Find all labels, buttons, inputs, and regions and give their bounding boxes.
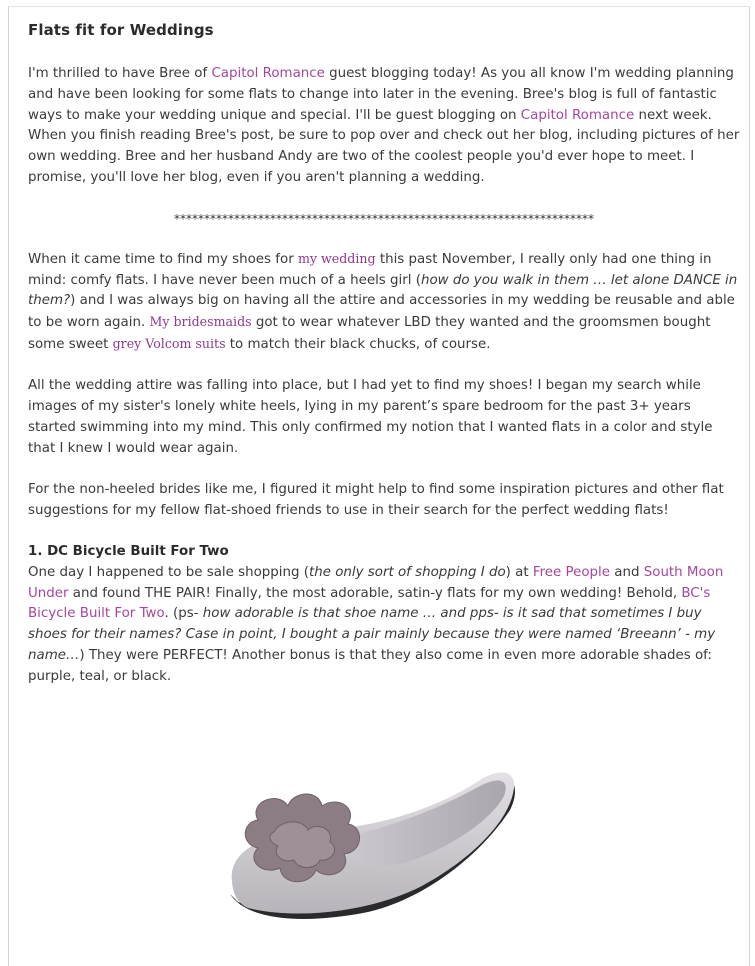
sec1-text-1: One day I happened to be sale shopping (: [28, 564, 309, 580]
free-people-link[interactable]: Free People: [532, 564, 611, 580]
para2-text-2: this past November, I really only had one thing in mind: comfy flats. I have never been much of a heels girl (: [28, 251, 712, 288]
section-1: [28, 542, 740, 688]
shoes-paragraph: [28, 249, 740, 356]
capitol-romance-link-2[interactable]: Capitol Romance: [520, 107, 635, 123]
bridesmaids-link[interactable]: My bridesmaids: [149, 314, 252, 330]
sec1-text-4: and found THE PAIR! Finally, the most adorable, satin-y flats for my own wedding! Behold,: [68, 585, 682, 601]
intro-text-2: guest blogging today! As you all know I'm wedding planning and have been looking for some flats to change into later in the evening. Bree's blog is full of fantastic ways to make your wedding unique and special. I'll be guest blogging on: [28, 66, 734, 123]
intro-text-1: I'm thrilled to have Bree of: [28, 66, 212, 81]
sec1-italic-1: the only sort of shopping I do: [308, 564, 506, 580]
para2-text-3: ) and I was always big on having all the attire and accessories in my wedding be reusable and able to be worn again.: [28, 293, 735, 331]
sec1-italic-2: how adorable is that shoe name … and pps- is it sad that sometimes I buy shoes for their names? Case in point, I bought a pair mainly because they were named ‘Breeann’ - my name…: [28, 606, 716, 664]
volcom-suits-link[interactable]: grey Volcom suits: [112, 335, 226, 351]
intro-text-3: next week. When you finish reading Bree's post, be sure to pop over and check out her blog, including pictures of her own wedding. Bree and her husband Andy are two of the coolest people you'd ever hope to meet. I promise, you'll love her blog, even if you aren't planning a wedding.: [28, 107, 740, 185]
para2-text-5: to match their black chucks, of course.: [225, 336, 491, 352]
south-moon-under-link[interactable]: South Moon Under: [28, 564, 724, 601]
capitol-romance-link[interactable]: Capitol Romance: [211, 66, 325, 81]
intro-paragraph: [28, 64, 740, 189]
attire-paragraph: All the wedding attire was falling into place, but I had yet to find my shoes! I began my search while images of my sister's lonely white heels, lying in my parent’s spare bedroom for the past 3+ years started swimming into my mind. This only confirmed my notion that I wanted flats in a color and style that I knew I would wear again.: [28, 378, 713, 456]
my-wedding-link[interactable]: my wedding: [297, 250, 376, 266]
sec1-text-6: ) They were PERFECT! Another bonus is that they also come in even more adorable shades of: purple, teal, or black.: [28, 648, 712, 684]
shoe-insole: [328, 781, 506, 865]
para2-text-1: When it came time to find my shoes for: [28, 251, 298, 267]
ruffle-flower: [245, 794, 359, 882]
inspiration-paragraph: For the non-heeled brides like me, I figured it might help to find some inspiration pictures and other flat suggestions for my fellow flat-shoed friends to use in their search for the perfect wedding flats!: [28, 481, 724, 518]
sec1-text-3: and: [610, 564, 644, 580]
section-1-heading: 1. DC Bicycle Built For Two: [28, 544, 229, 560]
separator: **********************************************************************: [174, 211, 594, 226]
para2-text-4: got to wear whatever LBD they wanted and the groomsmen bought some sweet: [28, 315, 711, 352]
para2-italic: how do you walk in them … let alone DANCE in them?: [28, 272, 738, 309]
bcs-bicycle-link[interactable]: BC's Bicycle Built For Two: [28, 585, 711, 622]
shoe-photo: [218, 762, 528, 932]
post-title: Flats fit for Weddings: [28, 21, 214, 39]
sec1-text-2: ) at: [505, 564, 533, 580]
post-content: [28, 20, 740, 688]
sec1-text-5: . (ps-: [164, 606, 203, 622]
